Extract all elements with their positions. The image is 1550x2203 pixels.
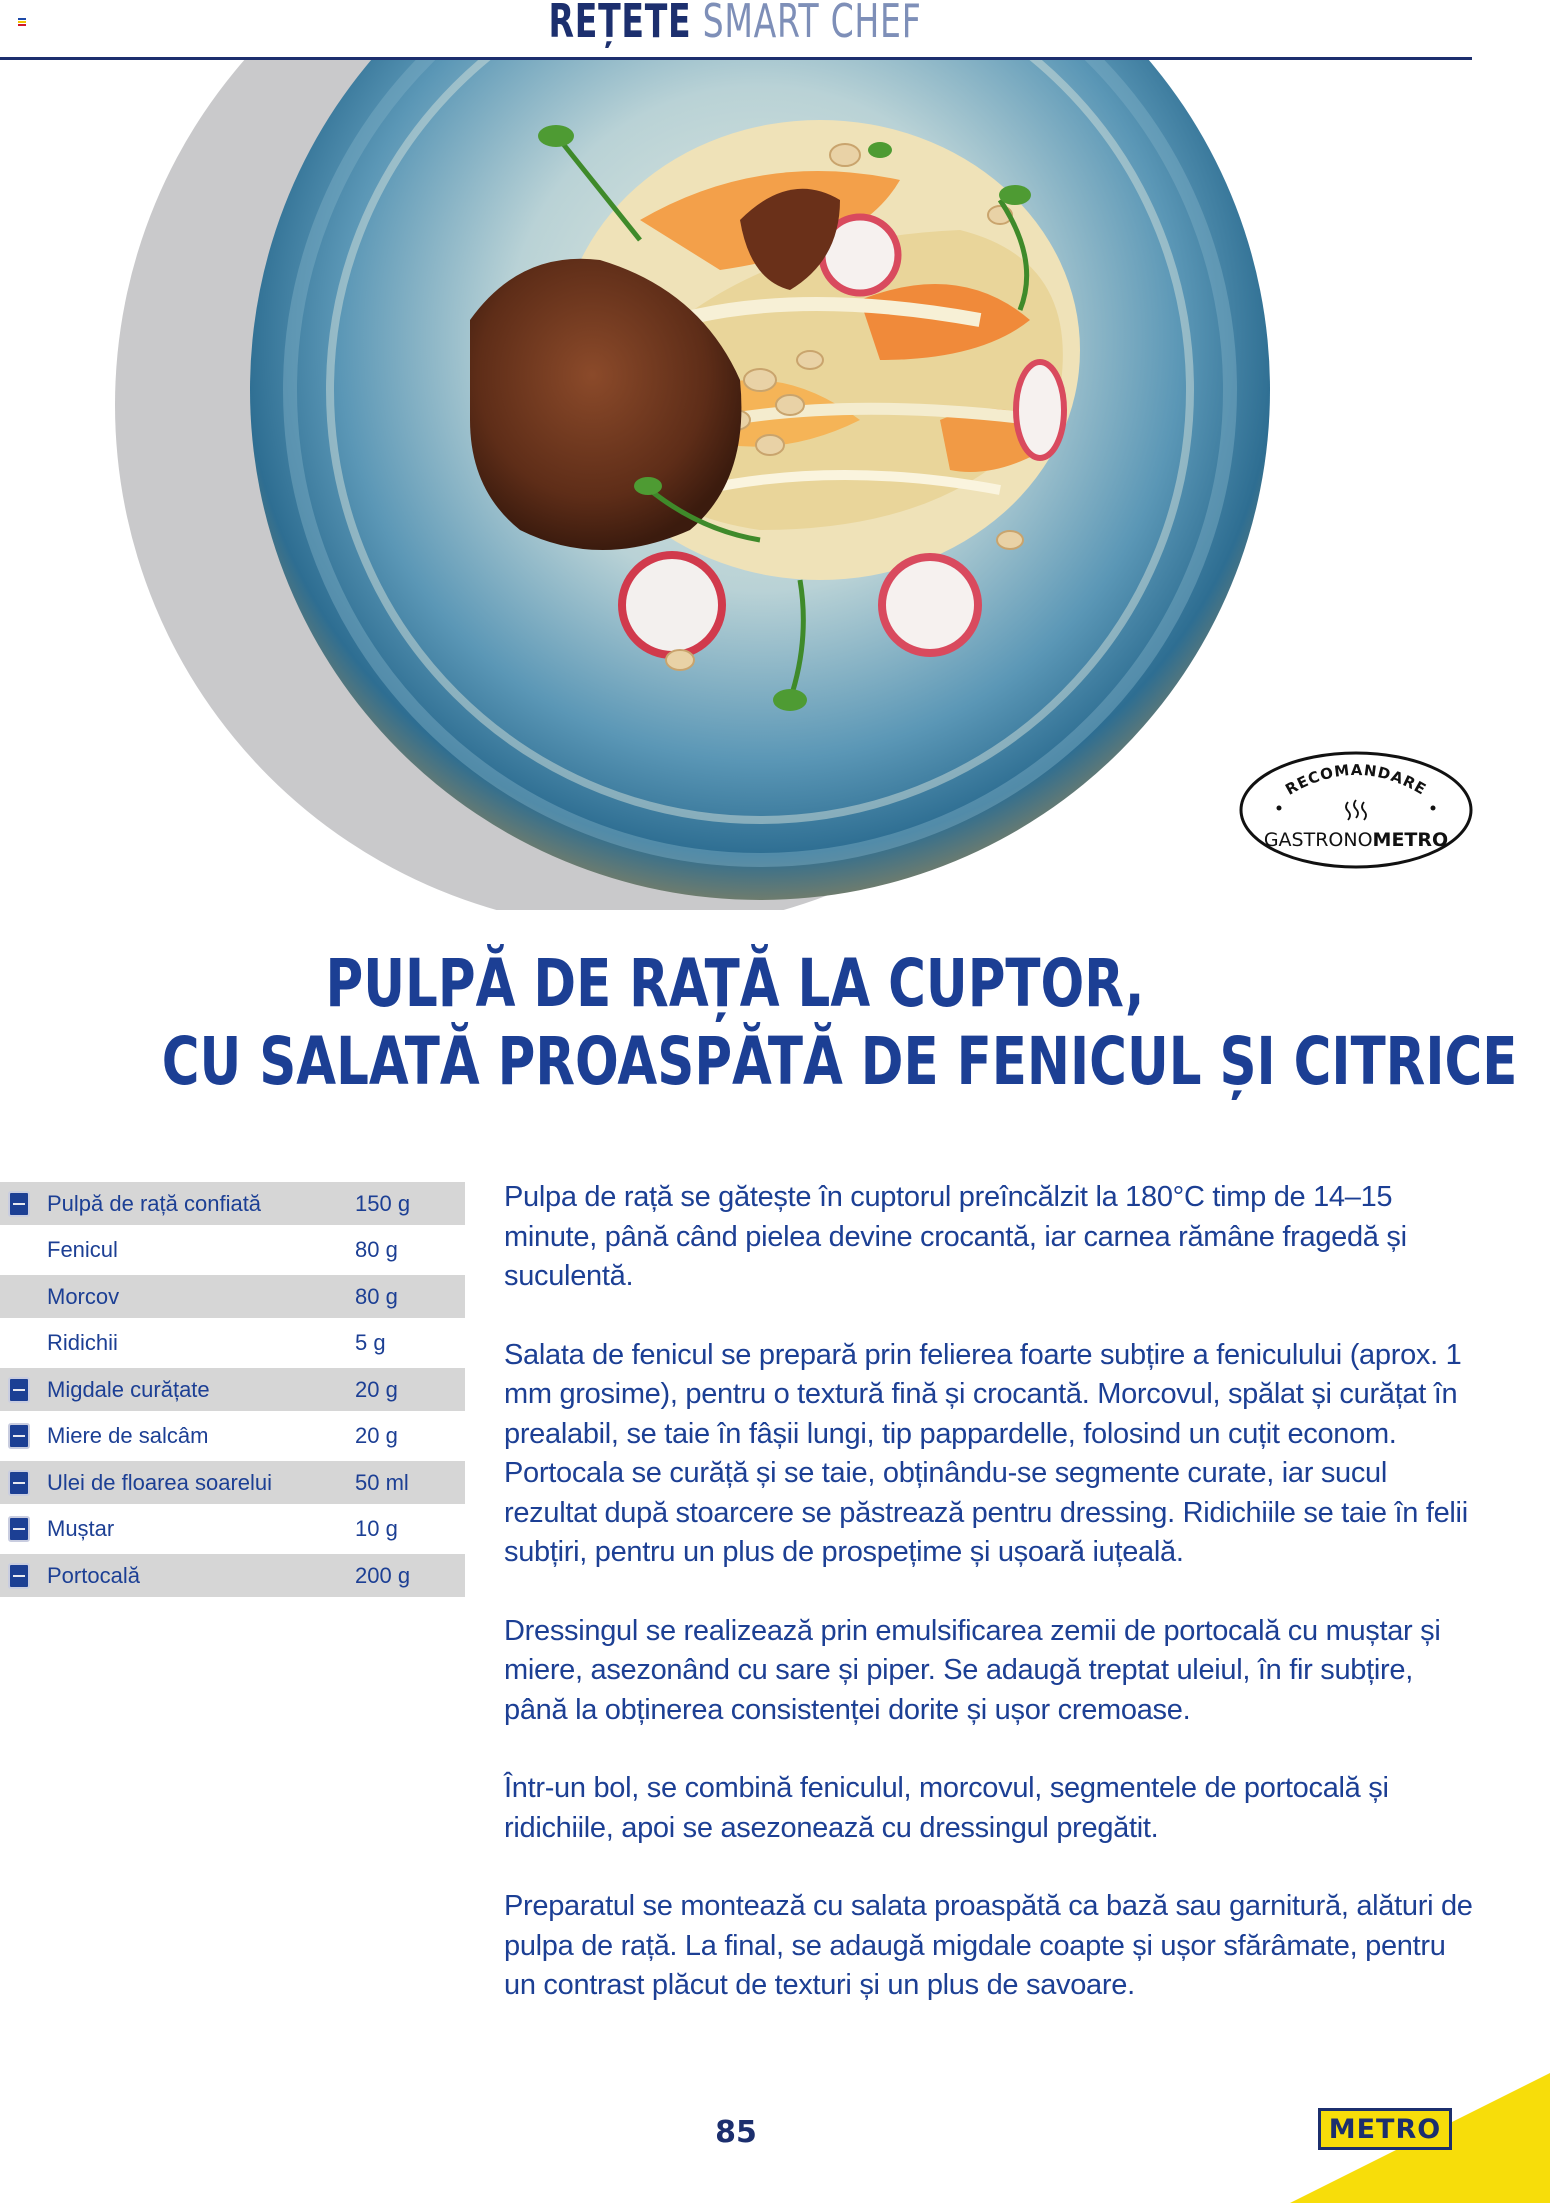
- method-paragraph: Într-un bol, se combină feniculul, morcovul, segmentele de portocală și ridichiile, apoi se asezonează cu dressingul pregătit.: [504, 1772, 1389, 1844]
- recipe-method: [504, 1178, 1474, 2045]
- ingredient-row: [0, 1368, 465, 1411]
- ingredient-row: [0, 1554, 465, 1597]
- metro-chef-icon: [8, 1423, 30, 1449]
- metro-chef-icon: [8, 1470, 30, 1496]
- empty-icon-slot: [8, 1284, 30, 1310]
- ingredient-name: Pulpă de rață confiată: [47, 1190, 262, 1216]
- method-paragraph: Salata de fenicul se prepară prin felierea foarte subțire a feniculului (aprox. 1 mm grosime), pentru o textură fină și crocantă. Morcovul, spălat și curățat în prealabil, se taie în fâșii lungi, tip pappardelle, folosind un cuțit econom. Portocala se curăță și se taie, obținându-se segmente curate, iar sucul rezultat după stoarcere se păstrează pentru dressing. Ridichiile se taie în felii subțiri, pentru un plus de prospețime și ușoară iuțeală.: [504, 1338, 1468, 1568]
- ingredient-row: [0, 1182, 465, 1225]
- ingredient-quantity: 20 g: [355, 1423, 398, 1448]
- ingredient-quantity: 80 g: [355, 1237, 398, 1262]
- badge-brand-light: GASTRONO: [1263, 829, 1373, 851]
- ingredient-name: Ulei de floarea soarelui: [47, 1469, 273, 1495]
- ingredient-name: Migdale curățate: [47, 1376, 210, 1402]
- method-paragraph: Preparatul se montează cu salata proaspătă ca bază sau garnitură, alături de pulpa de rață. La final, se adaugă migdale coapte și ușor sfărâmate, pentru un contrast plăcut de texturi și un plus de savoare.: [504, 1890, 1473, 2001]
- section-header-bold: REȚETE: [548, 0, 692, 48]
- section-header-light: SMART CHEF: [702, 0, 922, 48]
- ingredient-name: Ridichii: [47, 1330, 118, 1355]
- ingredient-row: [0, 1229, 465, 1272]
- ingredient-quantity: 5 g: [355, 1330, 386, 1355]
- metro-chef-icon: [8, 1377, 30, 1403]
- recipe-title-line1: PULPĂ DE RAȚĂ LA CUPTOR,: [325, 945, 1145, 1022]
- ingredient-quantity: 80 g: [355, 1283, 398, 1309]
- svg-text:GASTRONOMETRO: [1264, 829, 1448, 851]
- ingredient-name: Morcov: [47, 1283, 120, 1309]
- ingredient-row: [0, 1275, 465, 1318]
- method-paragraph: Pulpa de rață se gătește în cuptorul preîncălzit la 180°C timp de 14–15 minute, până când pielea devine crocantă, iar carnea rămâne fragedă și suculentă.: [504, 1181, 1407, 1292]
- metro-chef-icon: [8, 1516, 30, 1542]
- ingredient-row: [0, 1461, 465, 1504]
- ingredients-table: [0, 1182, 465, 1601]
- dish-photo: [0, 60, 1300, 910]
- ingredient-quantity: 20 g: [355, 1376, 398, 1402]
- recipe-title-line2: CU SALATĂ PROASPĂTĂ DE FENICUL ȘI CITRICE: [161, 1023, 1518, 1100]
- metro-chef-icon: [8, 1191, 30, 1217]
- ingredient-name: Fenicul: [47, 1237, 118, 1262]
- method-paragraph: Dressingul se realizează prin emulsificarea zemii de portocală cu muștar și miere, asezonând cu sare și piper. Se adaugă treptat uleiul, în fir subțire, până la obținerea consistenței dorite și ușor cremoase.: [504, 1614, 1441, 1726]
- ingredient-quantity: 50 ml: [355, 1469, 409, 1495]
- language-flag-icon: [18, 18, 26, 25]
- recipe-title: [161, 945, 1518, 1101]
- section-header: [206, 0, 1264, 48]
- ingredient-quantity: 10 g: [355, 1516, 398, 1541]
- ingredient-name: Portocală: [47, 1562, 140, 1588]
- metro-logo: METRO: [1318, 2108, 1452, 2150]
- ingredient-name: Miere de salcâm: [47, 1423, 209, 1448]
- metro-chef-icon: [8, 1563, 30, 1589]
- ingredient-name: Muștar: [47, 1516, 115, 1541]
- empty-icon-slot: [8, 1330, 30, 1356]
- radish-slice: [622, 555, 722, 655]
- badge-brand-bold: METRO: [1372, 829, 1449, 851]
- ingredient-quantity: 150 g: [355, 1190, 411, 1216]
- page-number: 85: [715, 2115, 757, 2150]
- ingredient-row: [0, 1508, 465, 1551]
- ingredient-row: [0, 1322, 465, 1365]
- gastronometro-badge: [1237, 748, 1475, 873]
- ingredient-quantity: 200 g: [355, 1562, 411, 1588]
- badge-top-text: RECOMANDARE: [1282, 760, 1430, 799]
- empty-icon-slot: [8, 1237, 30, 1263]
- ingredient-row: [0, 1415, 465, 1458]
